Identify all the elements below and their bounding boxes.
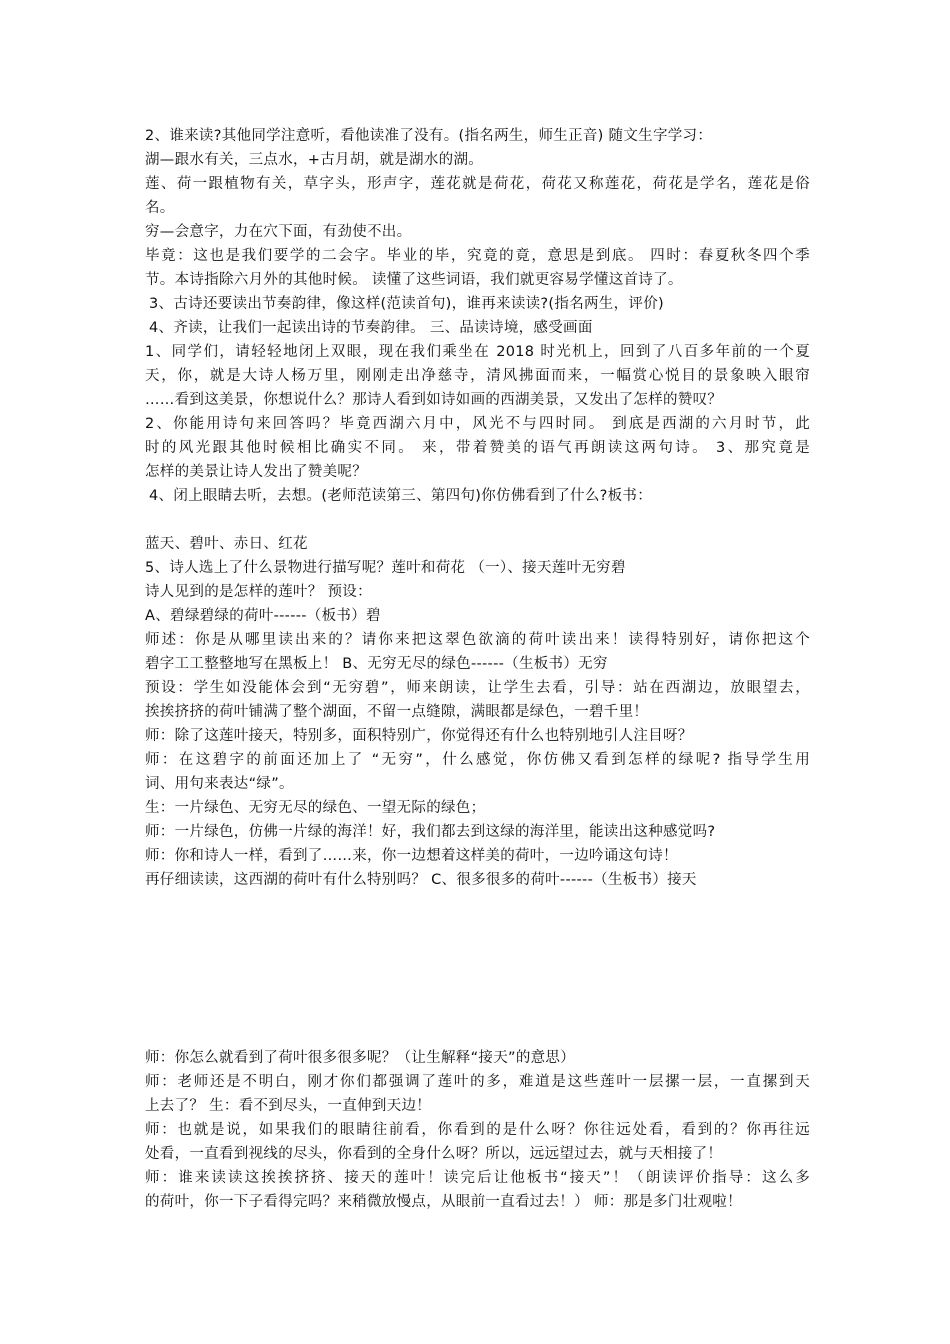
text-line: 词、用句来表达“绿”。 [145,776,294,792]
text-line: 预设：学生如没能体会到“无穷碧”，师来朗读，让学生去看，引导：站在西湖边，放眼望去， [145,680,810,696]
text-line: 时的风光跟其他时候相比确实不同。 来，带着赞美的语气再朗读这两句诗。 3、那究竟是 [145,440,810,456]
text-line: 蓝天、碧叶、赤日、红花 [145,536,308,552]
text-line: 挨挨挤挤的荷叶铺满了整个湖面，不留一点缝隙，满眼都是绿色，一碧千里！ [145,704,649,720]
text-line: 师：除了这莲叶接天，特别多，面积特别广，你觉得还有什么也特别地引人注目呀？ [145,728,693,744]
text-line: 1、同学们，请轻轻地闭上双眼，现在我们乘坐在 2018 时光机上，回到了八百多年前的一个夏 [145,344,810,360]
text-line: A、碧绿碧绿的荷叶------（板书）碧 [145,608,381,624]
text-line: 生：一片绿色、无穷无尽的绿色、一望无际的绿色； [145,800,486,816]
text-line: 师：谁来读读这挨挨挤挤、接天的莲叶！读完后让他板书“接天”！（朗读评价指导：这么多 [145,1170,810,1186]
text-line: 节。本诗指除六月外的其他时候。 读懂了这些词语，我们就更容易学懂这首诗了。 [145,272,683,288]
text-line: 毕竟：这也是我们要学的二会字。毕业的毕，究竟的竟，意思是到底。 四时：春夏秋冬四个季 [145,248,810,264]
lesson-plan-section-1 [145,124,810,892]
text-line: 湖—跟水有关，三点水，+古月胡，就是湖水的湖。 [145,152,484,168]
text-line: 莲、荷一跟植物有关，草字头，形声字，莲花就是荷花，荷花又称莲花，荷花是学名，莲花是俗 [145,176,810,192]
text-line: 师：在这碧字的前面还加上了 “无穷”，什么感觉，你仿佛又看到怎样的绿呢? 指导学生用 [145,752,810,768]
text-line: 5、诗人选上了什么景物进行描写呢？莲叶和荷花 （一）、接天莲叶无穷碧 [145,560,626,576]
text-line: 上去了？ 生：看不到尽头，一直伸到天边！ [145,1098,432,1114]
text-line: 师：也就是说，如果我们的眼睛往前看，你看到的是什么呀？你往远处看，看到的？你再往远 [145,1122,810,1138]
text-line: 的荷叶，你一下子看得完吗？来稍微放慢点，从眼前一直看过去！） 师：那是多门壮观啦！ [145,1194,742,1210]
text-line: 4、闭上眼睛去听，去想。(老师范读第三、第四句)你仿佛看到了什么?板书： [149,488,653,504]
text-line: 2、谁来读?其他同学注意听，看他读准了没有。(指名两生，师生正音) 随文生字学习： [145,128,713,144]
text-line: 穷—会意字，力在穴下面，有劲使不出。 [145,224,412,240]
text-line: 碧字工工整整地写在黑板上！ B、无穷无尽的绿色------（生板书）无穷 [145,656,608,672]
text-line: 3、古诗还要读出节奏韵律，像这样(范读首句)，谁再来读读?(指名两生，评价) [149,296,664,312]
text-line: ……看到这美景，你想说什么？那诗人看到如诗如画的西湖美景，又发出了怎样的赞叹？ [145,392,723,408]
text-line: 再仔细读读，这西湖的荷叶有什么特别吗？ C、很多很多的荷叶------（生板书）接天 [145,872,697,888]
text-line: 师：一片绿色，仿佛一片绿的海洋！好，我们都去到这绿的海洋里，能读出这种感觉吗? [145,824,716,840]
text-line: 名。 [145,200,175,216]
text-line: 师：你和诗人一样，看到了……来，你一边想着这样美的荷叶，一边吟诵这句诗！ [145,848,678,864]
blank-line [145,508,810,532]
text-line: 师述：你是从哪里读出来的？请你来把这翠色欲滴的荷叶读出来！读得特别好，请你把这个 [145,632,810,648]
lesson-plan-section-2 [145,1046,810,1214]
text-line: 诗人见到的是怎样的莲叶？ 预设： [145,584,372,600]
text-line: 怎样的美景让诗人发出了赞美呢？ [145,464,367,480]
text-line: 天，你，就是大诗人杨万里，刚刚走出净慈寺，清风拂面而来，一幅赏心悦目的景象映入眼帘 [145,368,810,384]
text-line: 师：你怎么就看到了荷叶很多很多呢？（让生解释“接天”的意思） [145,1050,576,1066]
text-line: 2、你能用诗句来回答吗？毕竟西湖六月中，风光不与四时同。 到底是西湖的六月时节，此 [145,416,810,432]
text-line: 师：老师还是不明白，刚才你们都强调了莲叶的多，难道是这些莲叶一层摞一层，一直摞到天 [145,1074,810,1090]
text-line: 4、齐读，让我们一起读出诗的节奏韵律。 三、品读诗境，感受画面 [149,320,593,336]
text-line: 处看，一直看到视线的尽头，你看到的全身什么呀？所以，远远望过去，就与天相接了！ [145,1146,723,1162]
